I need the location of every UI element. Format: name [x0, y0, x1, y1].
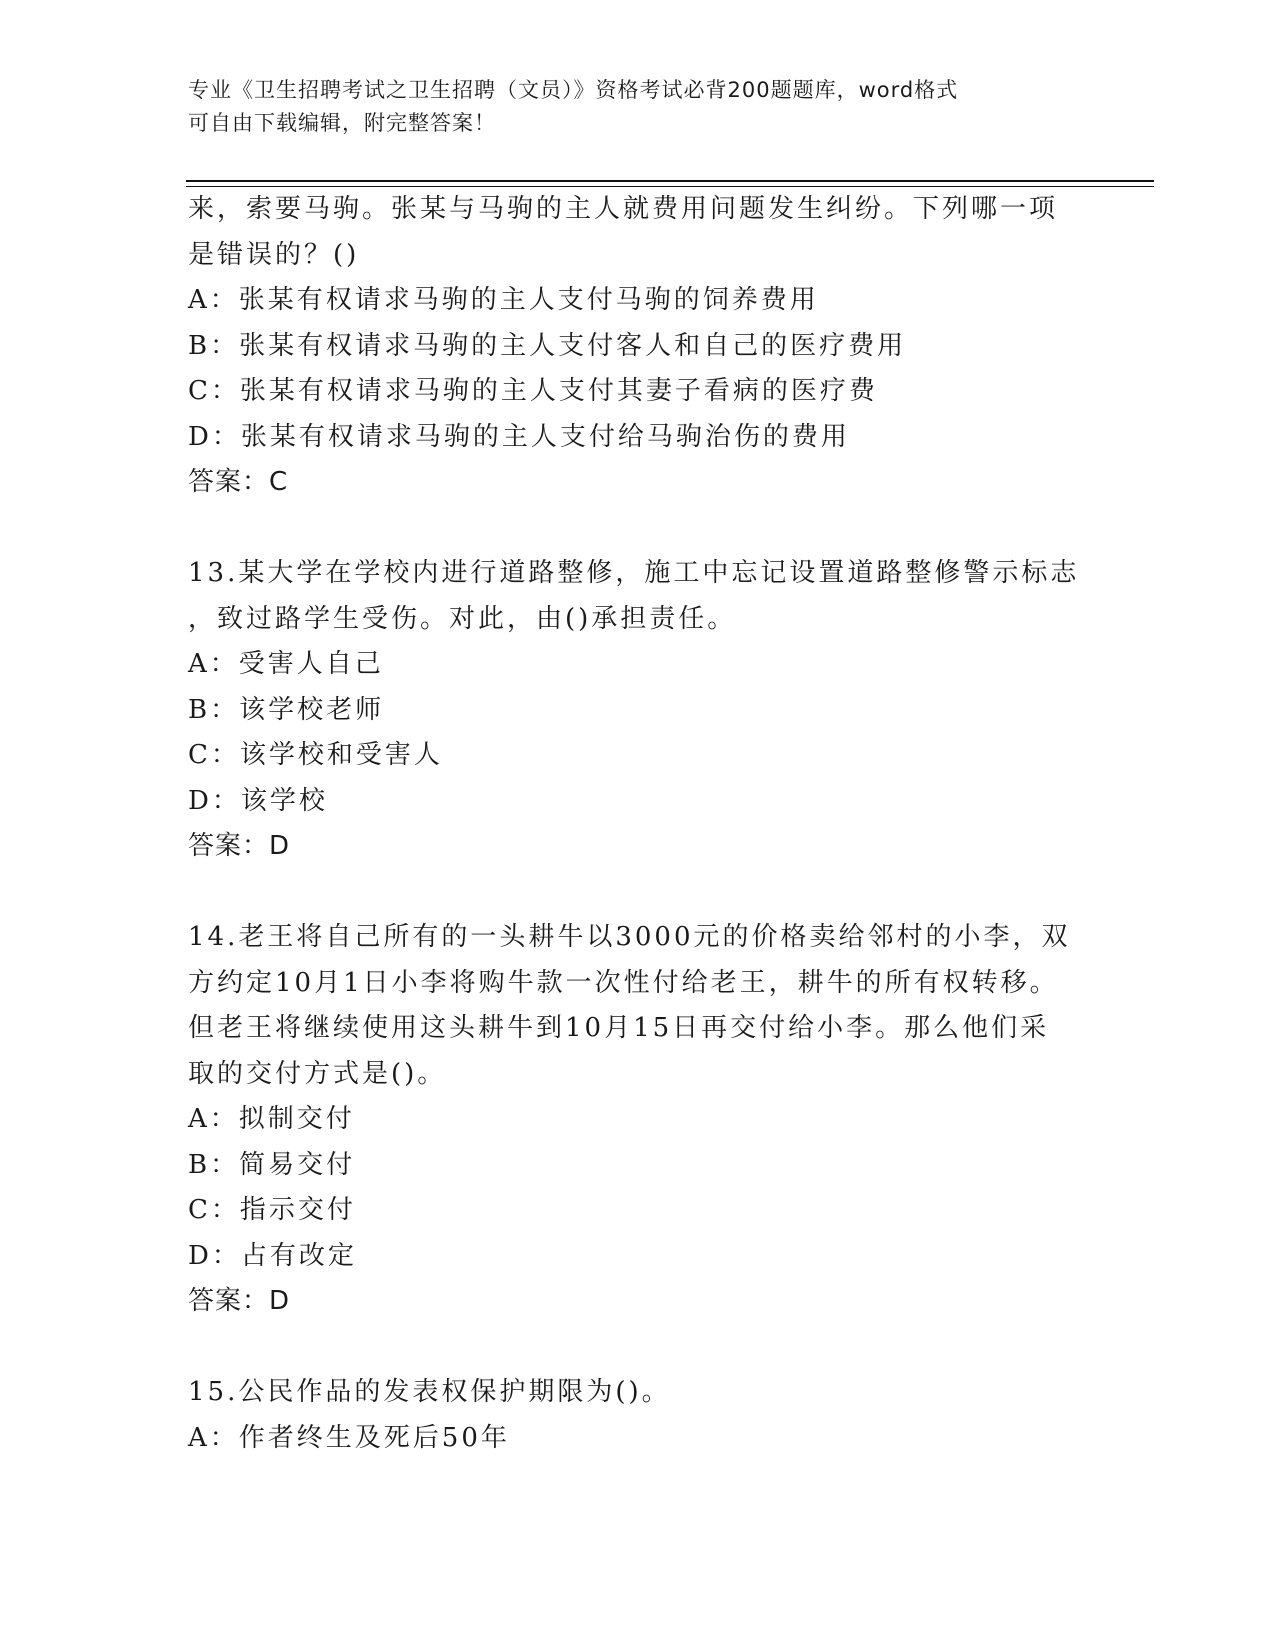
question-stem-line: 13.某大学在学校内进行道路整修，施工中忘记设置道路整修警示标志: [188, 558, 1080, 588]
question-block: [188, 551, 1088, 870]
question-stem-line: 方约定10月1日小李将购牛款一次性付给老王，耕牛的所有权转移。: [188, 967, 1059, 998]
option-a: A：受害人自己: [188, 649, 384, 679]
header-divider-thick: [186, 180, 1154, 182]
option-b: B：张某有权请求马驹的主人支付客人和自己的医疗费用: [188, 330, 907, 361]
question-stem-line: 15.公民作品的发表权保护期限为()。: [188, 1377, 671, 1407]
option-b: B：该学校老师: [188, 694, 385, 725]
option-a: A：张某有权请求马驹的主人支付马驹的饲养费用: [188, 285, 819, 315]
header-line-1: 专业《卫生招聘考试之卫生招聘（文员）》资格考试必背200题题库，word格式: [188, 78, 959, 102]
page-header: [188, 74, 1088, 140]
answer-text: 答案：D: [188, 1286, 291, 1316]
question-block: [188, 187, 1088, 506]
question-stem-line: ，致过路学生受伤。对此，由()承担责任。: [188, 603, 737, 634]
question-list: [188, 187, 1088, 1461]
question-stem-line: 但老王将继续使用这头耕牛到10月15日再交付给小李。那么他们采: [188, 1013, 1050, 1043]
option-d: D：占有改定: [188, 1240, 357, 1271]
question-block: [188, 915, 1088, 1325]
header-line-2: 可自由下载编辑，附完整答案！: [188, 111, 496, 135]
option-b: B：简易交付: [188, 1149, 356, 1180]
option-c: C：张某有权请求马驹的主人支付其妻子看病的医疗费: [188, 376, 878, 406]
option-c: C：指示交付: [188, 1195, 356, 1225]
question-stem-line: 来，索要马驹。张某与马驹的主人就费用问题发生纠纷。下列哪一项: [188, 194, 1059, 224]
option-a: A：作者终生及死后50年: [188, 1422, 510, 1453]
answer-text: 答案：C: [188, 467, 289, 497]
option-d: D：张某有权请求马驹的主人支付给马驹治伤的费用: [188, 421, 850, 452]
question-block: [188, 1370, 1088, 1461]
option-c: C：该学校和受害人: [188, 740, 443, 770]
answer-text: 答案：D: [188, 831, 291, 861]
option-a: A：拟制交付: [188, 1104, 355, 1134]
question-stem-line: 取的交付方式是()。: [188, 1058, 447, 1089]
option-d: D：该学校: [188, 785, 328, 816]
question-stem-line: 14.老王将自己所有的一头耕牛以3000元的价格卖给邻村的小李，双: [188, 922, 1071, 952]
question-stem-line: 是错误的？(): [188, 239, 360, 270]
